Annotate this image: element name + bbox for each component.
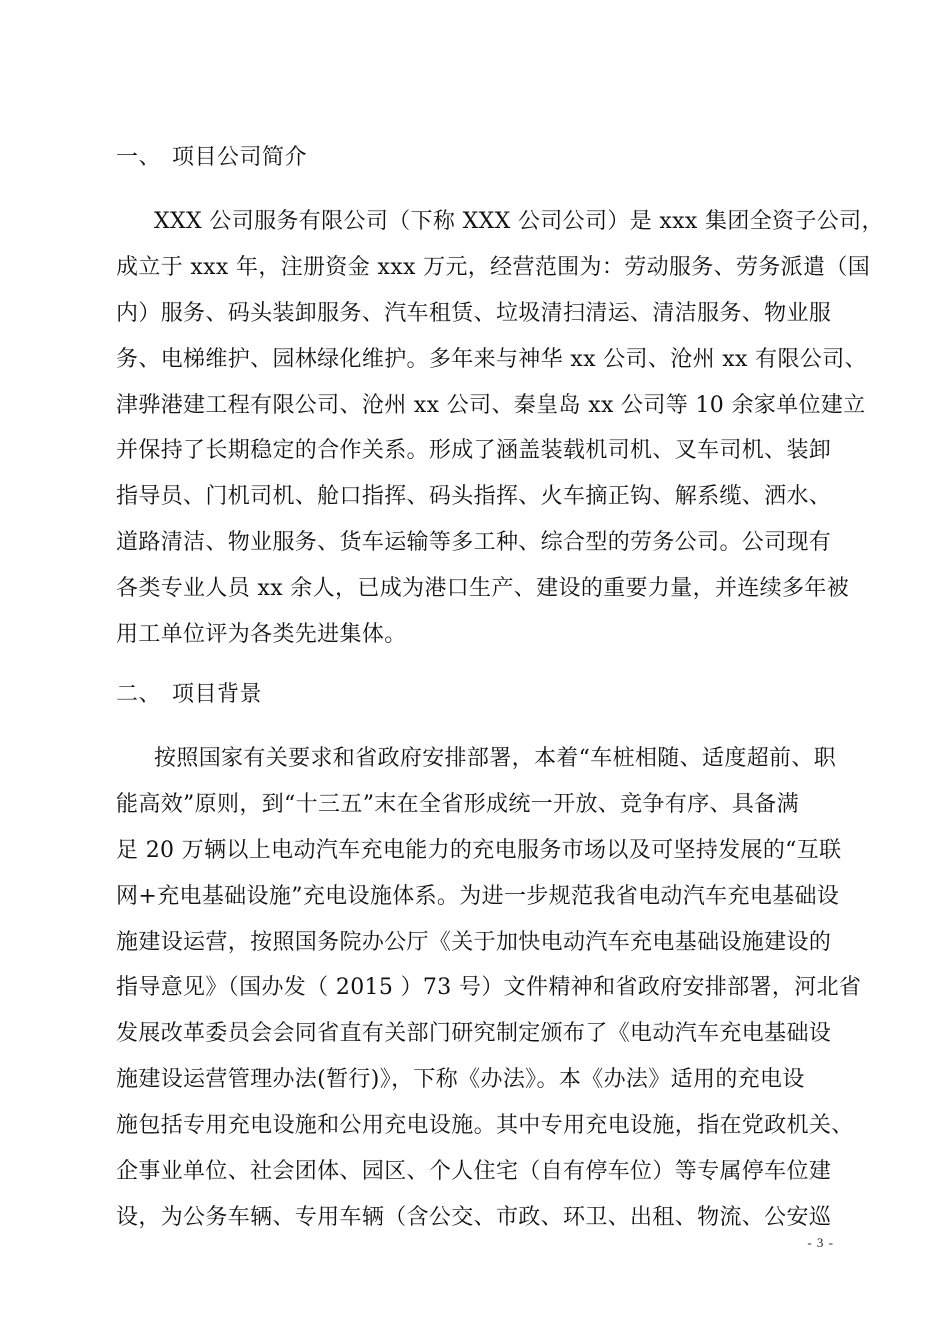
section-number: 二、 bbox=[116, 682, 162, 707]
paragraph-line: 发展改革委员会会同省直有关部门研究制定颁布了《电动汽车充电基础设 bbox=[116, 1021, 832, 1047]
section-heading-2 bbox=[116, 680, 262, 710]
paragraph-line: 企事业单位、社会团体、园区、个人住宅（自有停车位）等专属停车位建 bbox=[116, 1159, 832, 1185]
section-title: 项目背景 bbox=[172, 682, 263, 707]
paragraph-line: 足 20 万辆以上电动汽车充电能力的充电服务市场以及可坚持发展的“互联 bbox=[116, 837, 842, 863]
paragraph-line: 指导员、门机司机、舱口指挥、码头指挥、火车摘正钩、解系缆、洒水、 bbox=[116, 484, 832, 510]
section-1-paragraph bbox=[116, 207, 884, 666]
paragraph-line: 务、电梯维护、园林绿化维护。多年来与神华 xx 公司、沧州 xx 有限公司、 bbox=[116, 346, 867, 372]
paragraph-line: 并保持了长期稳定的合作关系。形成了涵盖装载机司机、叉车司机、装卸 bbox=[116, 438, 832, 464]
paragraph-line: 用工单位评为各类先进集体。 bbox=[116, 622, 407, 648]
paragraph-line: 内）服务、码头装卸服务、汽车租赁、垃圾清扫清运、清洁服务、物业服 bbox=[116, 300, 832, 326]
section-2-paragraph bbox=[116, 744, 862, 1249]
paragraph-line: XXX 公司服务有限公司（下称 XXX 公司公司）是 xxx 集团全资子公司， bbox=[154, 209, 884, 234]
paragraph-line: 设，为公务车辆、专用车辆（含公交、市政、环卫、出租、物流、公安巡 bbox=[116, 1204, 832, 1230]
paragraph-line: 成立于 xxx 年，注册资金 xxx 万元，经营范围为：劳动服务、劳务派遣（国 bbox=[116, 254, 871, 280]
page-number: - 3 - bbox=[807, 1235, 834, 1250]
section-number: 一、 bbox=[116, 145, 162, 170]
paragraph-line: 施建设运营管理办法(暂行)》，下称《办法》。本《办法》适用的充电设 bbox=[116, 1067, 805, 1093]
paragraph-line: 指导意见》（国办发（ 2015 ）73 号）文件精神和省政府安排部署，河北省 bbox=[116, 975, 862, 1001]
paragraph-line: 按照国家有关要求和省政府安排部署，本着“车桩相随、适度超前、职 bbox=[154, 746, 837, 771]
section-title: 项目公司简介 bbox=[172, 145, 308, 170]
paragraph-line: 施建设运营，按照国务院办公厅《关于加快电动汽车充电基础设施建设的 bbox=[116, 929, 832, 955]
paragraph-line: 网+充电基础设施”充电设施体系。为进一步规范我省电动汽车充电基础设 bbox=[116, 883, 840, 909]
paragraph-line: 各类专业人员 xx 余人，已成为港口生产、建设的重要力量，并连续多年被 bbox=[116, 576, 850, 602]
paragraph-line: 津骅港建工程有限公司、沧州 xx 公司、秦皇岛 xx 公司等 10 余家单位建立 bbox=[116, 392, 866, 418]
section-heading-1 bbox=[116, 143, 307, 173]
paragraph-line: 施包括专用充电设施和公用充电设施。其中专用充电设施，指在党政机关、 bbox=[116, 1113, 854, 1139]
paragraph-line: 能高效”原则，到“十三五”末在全省形成统一开放、竞争有序、具备满 bbox=[116, 791, 799, 817]
paragraph-line: 道路清洁、物业服务、货车运输等多工种、综合型的劳务公司。公司现有 bbox=[116, 530, 832, 556]
